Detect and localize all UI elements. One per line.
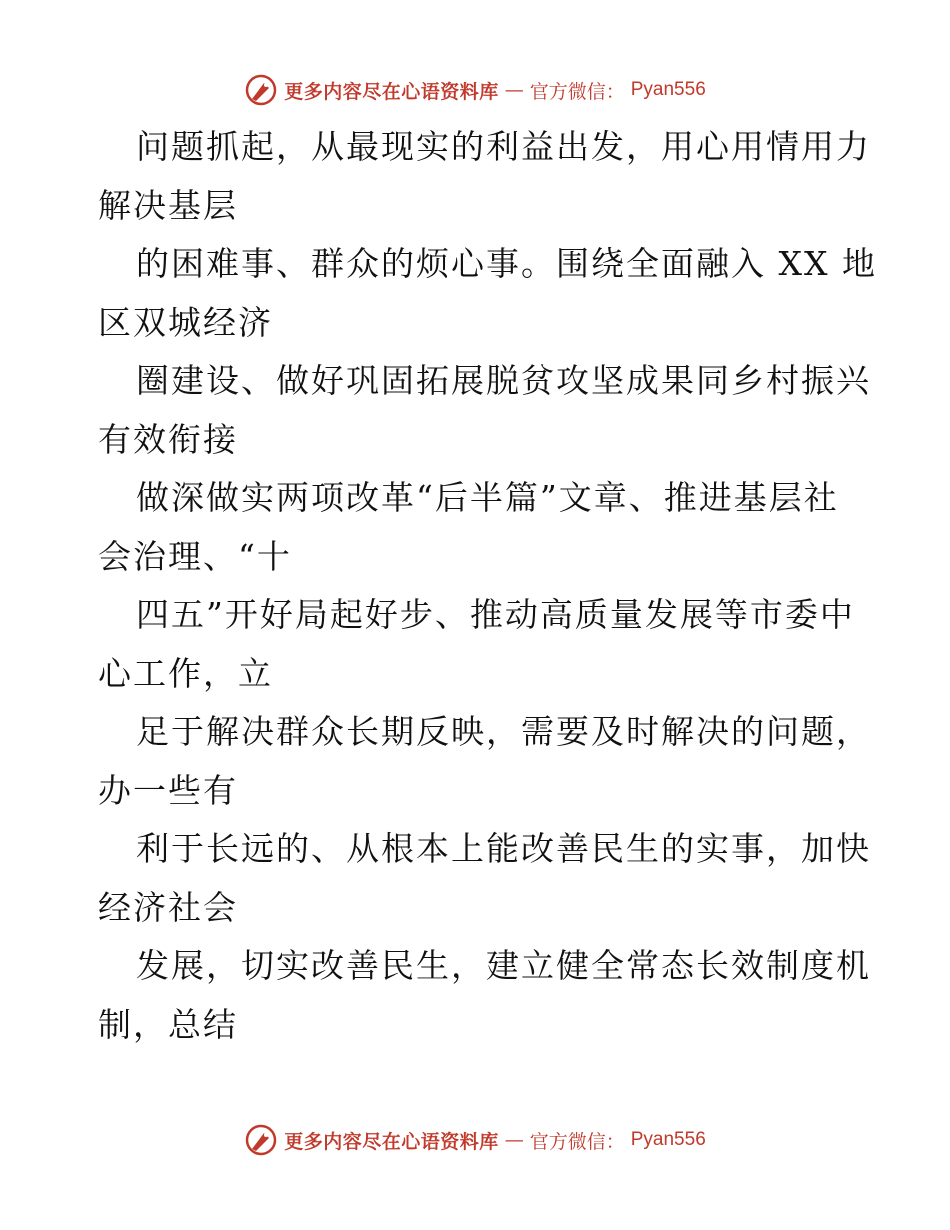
pen-nib-logo-icon [244, 73, 278, 107]
header-banner-separator: — [504, 79, 524, 101]
body-line: 足于解决群众长期反映，需要及时解决的问题， [136, 712, 871, 751]
document-body [98, 118, 877, 1054]
footer-banner-wechat-id: Pyan556 [630, 1129, 706, 1150]
body-line: 心工作，立 [98, 653, 273, 693]
header-banner-inner [244, 73, 706, 107]
body-line: 制，总结 [98, 1004, 238, 1044]
footer-banner-inner [244, 1123, 706, 1157]
footer-banner [0, 1122, 950, 1158]
header-banner-wechat-id: Pyan556 [630, 79, 706, 100]
header-banner-title: 更多内容尽在心语资料库 [284, 80, 499, 103]
body-line: 的困难事、群众的烦心事。围绕全面融入 XX 地 [136, 244, 877, 283]
body-line: 会治理、“十 [98, 536, 292, 576]
body-line: 圈建设、做好巩固拓展脱贫攻坚成果同乡村振兴 [136, 361, 871, 400]
footer-banner-title: 更多内容尽在心语资料库 [284, 1130, 499, 1153]
body-line: 四五”开好局起好步、推动高质量发展等市委中 [136, 595, 855, 634]
footer-banner-wechat-label: 官方微信： [529, 1130, 625, 1153]
body-line: 经济社会 [98, 887, 238, 927]
body-line: 发展，切实改善民生，建立健全常态长效制度机 [136, 946, 871, 985]
footer-banner-separator: — [504, 1129, 524, 1151]
body-line: 区双城经济 [98, 302, 273, 342]
header-banner-wechat-label: 官方微信： [529, 80, 625, 103]
body-line: 利于长远的、从根本上能改善民生的实事，加快 [136, 829, 871, 868]
pen-nib-logo-icon [244, 1123, 278, 1157]
header-banner [0, 72, 950, 108]
body-line: 有效衔接 [98, 419, 238, 459]
body-line: 问题抓起，从最现实的利益出发，用心用情用力 [136, 127, 871, 166]
body-line: 解决基层 [98, 185, 238, 225]
body-line: 办一些有 [98, 770, 238, 810]
body-line: 做深做实两项改革“后半篇”文章、推进基层社 [136, 478, 839, 517]
